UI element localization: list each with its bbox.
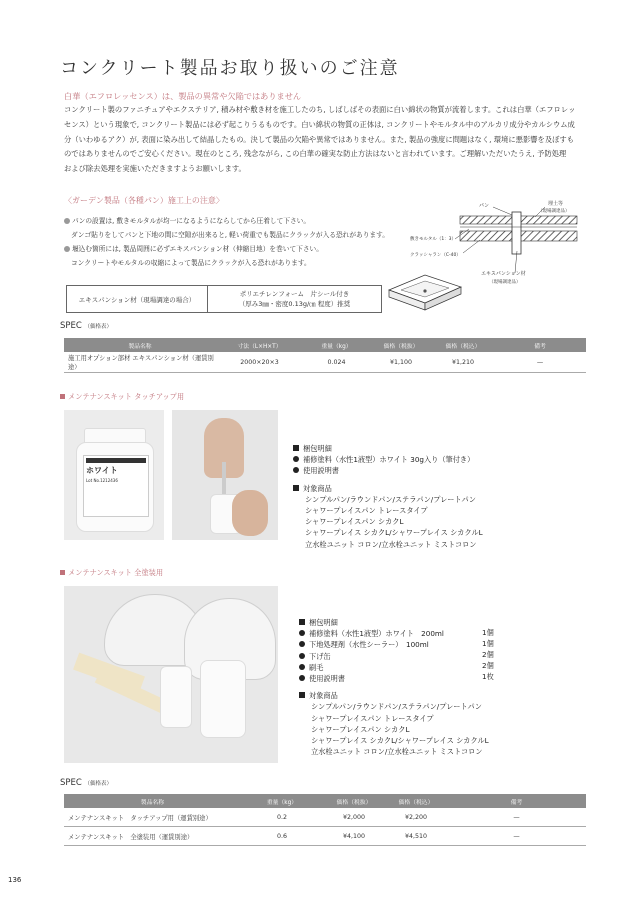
cross-section <box>455 207 577 273</box>
column-header: 製品名称 <box>64 338 216 352</box>
spec-title: SPEC <box>60 778 82 788</box>
expansion-label: エキスパンション材（現場調達の場合） <box>67 286 208 312</box>
touchup-bottle-photo <box>64 410 164 540</box>
bullet-icon <box>293 467 299 473</box>
list-heading <box>299 690 489 701</box>
spec-note: （価格表） <box>84 324 113 330</box>
square-bullet-icon <box>299 692 305 698</box>
expansion-table <box>66 285 382 313</box>
list-item: シャワープレイス シカクL/シャワープレイス シカクルL <box>305 528 483 538</box>
spec-table <box>64 338 586 373</box>
list-item-text: 刷毛 <box>309 662 324 672</box>
bullet-icon <box>299 641 305 647</box>
table-cell: ¥4,510 <box>385 827 447 846</box>
pan-product-illustration <box>389 275 461 310</box>
list-heading-text: 対象商品 <box>309 691 338 701</box>
list-item: シャワープレイス シカクL/シャワープレイス シカクルL <box>311 736 489 746</box>
list-heading <box>299 617 489 628</box>
intro-text <box>64 103 586 177</box>
item-quantity: 2個 <box>482 650 494 659</box>
list-item <box>299 662 489 673</box>
list-heading-text: 梱包明細 <box>303 444 332 453</box>
expansion-spec-line: （厚み3㎜・密度0.13g/㎝ 程度）推奨 <box>238 300 351 308</box>
table-cell: 0.6 <box>241 827 323 846</box>
column-header: 備考 <box>447 794 586 808</box>
expansion-spec-line: ポリエチレンフォーム 片シール付き <box>239 290 350 298</box>
spec-label <box>60 321 112 331</box>
bottle-label-text: ホワイト <box>86 466 118 475</box>
item-quantity: 2個 <box>482 661 494 670</box>
table-row <box>64 808 586 827</box>
touchup-heading-text: メンテナンスキット タッチアップ用 <box>68 392 185 401</box>
intro-line: 分（いわゆるアク）が, 表面に染み出して結晶したもの。決して製品の欠陥や異常ではありません。また, 製品の強度に問題はなく, 環境に悪影響を及ぼすも <box>64 134 575 144</box>
garden-bullets <box>64 214 394 270</box>
list-item: シャワープレイスパン トレースタイプ <box>311 713 434 723</box>
list-heading <box>293 483 483 494</box>
table-cell: メンテナンスキット 全塗装用（運賃別途） <box>64 827 241 846</box>
hand-shape-lower <box>232 490 268 536</box>
fullpaint-heading-text: メンテナンスキット 全塗装用 <box>68 568 164 577</box>
spec-note: （価格表） <box>84 781 113 787</box>
table-cell: ¥1,100 <box>370 352 432 373</box>
bullet-icon <box>299 630 305 636</box>
item-quantity: 1個 <box>482 639 494 648</box>
installation-diagram <box>385 195 580 315</box>
list-item <box>299 639 489 650</box>
touchup-heading <box>60 392 184 402</box>
bullet-text: ダンゴ貼りをしてパンと下地の間に空隙が出来ると, 軽い荷重でも製品にクラックが入る恐れがあります。 <box>71 231 389 239</box>
column-header: 備考 <box>494 338 586 352</box>
table-cell: ¥2,000 <box>323 808 385 827</box>
bullet-icon <box>64 246 70 252</box>
section-marker-icon <box>60 394 65 399</box>
column-header: 重量（kg） <box>241 794 323 808</box>
list-heading-text: 梱包明細 <box>309 618 338 627</box>
diagram-label-dirt: 埋土等 <box>548 201 564 207</box>
column-header: 重量（kg） <box>303 338 370 352</box>
list-item-text: 使用説明書 <box>303 466 339 476</box>
column-header: 寸法（L×H×T） <box>216 338 303 352</box>
diagram-label-mortar: 敷きモルタル（1：3） <box>410 237 457 242</box>
item-quantity: 1個 <box>482 628 494 637</box>
table-cell: 0.024 <box>303 352 370 373</box>
page-title: コンクリート製品お取り扱いのご注意 <box>60 58 400 79</box>
large-bottle <box>200 660 246 738</box>
bullet-text: パンの設置は, 敷きモルタルが均一になるようにならしてから圧着して下さい。 <box>72 217 311 225</box>
list-item-text: 補修塗料（水性1液型）ホワイト 30g入り（筆付き） <box>303 455 475 465</box>
list-item: 立水栓ユニット コロン/立水栓ユニット ミストコロン <box>305 539 477 549</box>
bullet-icon <box>299 675 305 681</box>
table-cell: 施工用オプション部材 エキスパンション材（運賃別途） <box>64 352 216 373</box>
list-item: シンプルパン/ラウンドパン/ステラパン/プレートパン <box>305 494 476 504</box>
bullet-item <box>64 228 394 242</box>
intro-line: のではありませんのでご安心ください。現在のところ, 残念ながら, この白華の確実な防止方法はないと言われています。ご理解いただいたうえ, 予防処理 <box>64 149 567 159</box>
square-bullet-icon <box>299 619 305 625</box>
list-item-text: 下げ缶 <box>309 651 331 661</box>
square-bullet-icon <box>293 445 299 451</box>
table-row <box>64 827 586 846</box>
list-item: シャワープレイスパン シカクL <box>311 724 410 734</box>
fullpaint-contents <box>299 617 489 757</box>
bottle-body <box>76 442 154 532</box>
spec-table <box>64 794 586 846</box>
list-item <box>299 651 489 662</box>
column-header: 価格（税込） <box>432 338 494 352</box>
diagram-label-expansion: エキスパンション材 <box>481 271 526 277</box>
table-cell: — <box>447 827 586 846</box>
table-header-row <box>64 338 586 352</box>
bullet-icon <box>293 456 299 462</box>
spec-label <box>60 778 112 788</box>
bullet-item <box>64 242 394 256</box>
spec-title: SPEC <box>60 321 82 331</box>
fullpaint-kit-photo <box>64 586 278 763</box>
table-cell: 0.2 <box>241 808 323 827</box>
table-row <box>64 352 586 373</box>
expansion-spec <box>208 286 381 312</box>
bullet-icon <box>64 218 70 224</box>
table-cell: — <box>447 808 586 827</box>
bullet-text: 堰込む箇所には, 製品周囲に必ずエキスパンション材（伸縮目地）を巻いて下さい。 <box>72 245 323 253</box>
column-header: 価格（税抜） <box>323 794 385 808</box>
intro-line: センス）という現象で, コンクリート製品には必ず起こりうるものです。白い綿状の物質の正体は, コンクリートやモルタル中のアルカリ成分やカルシウム成 <box>64 119 575 129</box>
diagram-label-pan: パン <box>479 203 490 209</box>
subtitle: 白華（エフロレッセンス）は、製品の異常や欠陥ではありません <box>64 91 302 101</box>
table-cell: ¥4,100 <box>323 827 385 846</box>
table-cell: ¥2,200 <box>385 808 447 827</box>
list-item: シンプルパン/ラウンドパン/ステラパン/プレートパン <box>311 702 482 712</box>
bullet-icon <box>299 664 305 670</box>
table-cell: 2000×20×3 <box>216 352 303 373</box>
square-bullet-icon <box>293 485 299 491</box>
list-item <box>299 628 489 639</box>
diagram-label-expansion-sub: （現場調達品） <box>489 280 521 285</box>
list-item-text: 使用説明書 <box>309 674 345 684</box>
bullet-text: コンクリートやモルタルの収縮によって製品にクラックが入る恐れがあります。 <box>71 259 311 267</box>
list-item <box>293 454 483 465</box>
table-cell: ¥1,210 <box>432 352 494 373</box>
touchup-contents <box>293 443 483 550</box>
list-item <box>299 673 489 684</box>
intro-line: コンクリート製のファニチュアやエクステリア, 積み材や敷き材を施工したのち, しばしばその表面に白い綿状の物質が流着します。これは白華（エフロレッ <box>64 105 576 114</box>
fullpaint-heading <box>60 568 163 578</box>
column-header: 価格（税抜） <box>370 338 432 352</box>
list-item: シャワープレイスパン シカクL <box>305 517 404 527</box>
leader-line <box>463 240 480 253</box>
small-bottle <box>160 666 192 728</box>
column-header: 価格（税込） <box>385 794 447 808</box>
diagram-label-crusher: クラッシャラン（C-40） <box>410 253 461 258</box>
list-item <box>293 465 483 476</box>
page-number: 136 <box>8 876 22 884</box>
bullet-item <box>64 256 394 270</box>
bottle-label-sub: Lot No.1212436 <box>86 478 118 483</box>
item-quantity: 1枚 <box>482 672 494 681</box>
bullet-icon <box>299 653 305 659</box>
pan-wall <box>512 212 521 254</box>
list-item: 立水栓ユニット コロン/立水栓ユニット ミストコロン <box>311 747 483 757</box>
bottle-label <box>83 455 149 517</box>
table-cell: — <box>494 352 586 373</box>
table-header-row <box>64 794 586 808</box>
diagram-label-dirt-sub: （現場調達品） <box>538 209 570 214</box>
leader-line <box>493 207 512 215</box>
table-cell: メンテナンスキット タッチアップ用（運賃別途） <box>64 808 241 827</box>
brush-shape <box>222 462 226 496</box>
section-marker-icon <box>60 570 65 575</box>
list-heading-text: 対象商品 <box>303 483 332 493</box>
column-header: 製品名称 <box>64 794 241 808</box>
list-item: シャワープレイスパン トレースタイプ <box>305 506 428 516</box>
list-item-text: 下地処理剤（水性シーラー） 100ml <box>309 640 429 650</box>
list-item-text: 補修塗料（水性1液型）ホワイト 200ml <box>309 629 444 639</box>
intro-line: および除去処理を実施いただきますようお願いします。 <box>64 164 246 174</box>
touchup-usage-photo <box>172 410 278 540</box>
list-heading <box>293 443 483 454</box>
bullet-item <box>64 214 394 228</box>
garden-title: 〈ガーデン製品（各種パン）施工上の注意〉 <box>64 196 224 205</box>
